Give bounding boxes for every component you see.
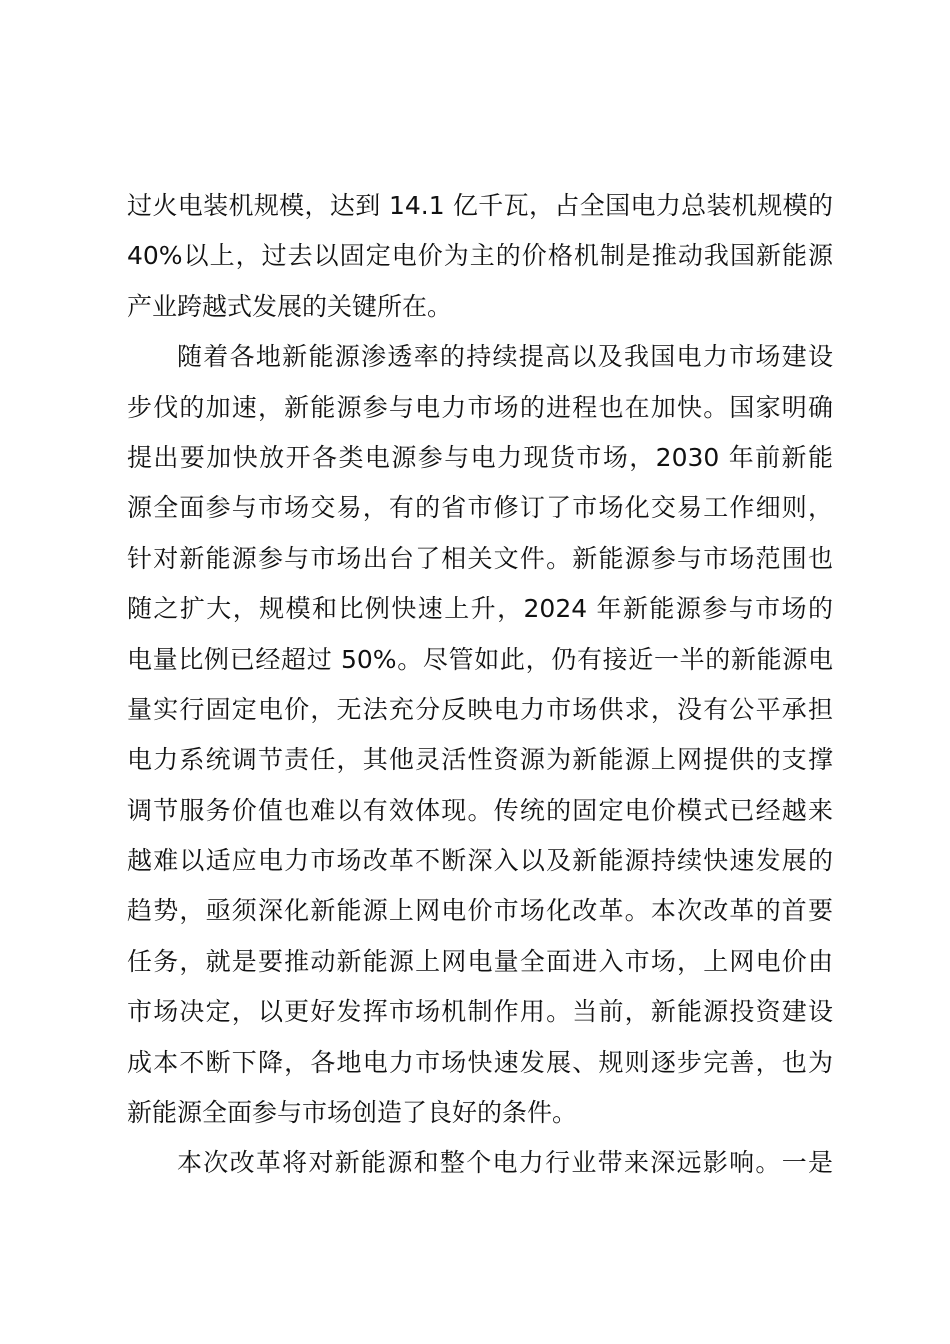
text-line: 源全面参与市场交易，有的省市修订了市场化交易工作细则， bbox=[127, 493, 833, 523]
text-line: 40%以上，过去以固定电价为主的价格机制是推动我国新能源 bbox=[127, 241, 833, 271]
body-text bbox=[127, 181, 833, 1189]
text-line: 量实行固定电价，无法充分反映电力市场供求，没有公平承担 bbox=[127, 694, 833, 724]
text-line: 电力系统调节责任，其他灵活性资源为新能源上网提供的支撑 bbox=[127, 745, 833, 775]
text-line: 越难以适应电力市场改革不断深入以及新能源持续快速发展的 bbox=[127, 846, 833, 876]
paragraph-2 bbox=[127, 332, 833, 1138]
text-line: 调节服务价值也难以有效体现。传统的固定电价模式已经越来 bbox=[127, 795, 833, 825]
text-line: 本次改革将对新能源和整个电力行业带来深远影响。一是 bbox=[177, 1148, 833, 1178]
text-line: 步伐的加速，新能源参与电力市场的进程也在加快。国家明确 bbox=[127, 392, 833, 422]
text-line: 电量比例已经超过 50%。尽管如此，仍有接近一半的新能源电 bbox=[127, 644, 833, 674]
text-line: 随之扩大，规模和比例快速上升，2024 年新能源参与市场的 bbox=[127, 594, 833, 624]
text-line: 过火电装机规模，达到 14.1 亿千瓦，占全国电力总装机规模的 bbox=[127, 191, 833, 220]
text-line: 新能源全面参与市场创造了良好的条件。 bbox=[127, 1098, 578, 1128]
text-line: 任务，就是要推动新能源上网电量全面进入市场，上网电价由 bbox=[127, 946, 833, 976]
text-line: 市场决定，以更好发挥市场机制作用。当前，新能源投资建设 bbox=[127, 997, 833, 1027]
paragraph-3 bbox=[127, 1138, 833, 1188]
text-line: 针对新能源参与市场出台了相关文件。新能源参与市场范围也 bbox=[127, 543, 833, 573]
text-line: 趋势，亟须深化新能源上网电价市场化改革。本次改革的首要 bbox=[127, 896, 833, 926]
paragraph-1 bbox=[127, 181, 833, 332]
text-line: 成本不断下降，各地电力市场快速发展、规则逐步完善，也为 bbox=[127, 1047, 833, 1077]
text-line: 提出要加快放开各类电源参与电力现货市场，2030 年前新能 bbox=[127, 442, 833, 472]
text-line: 随着各地新能源渗透率的持续提高以及我国电力市场建设 bbox=[177, 342, 833, 372]
text-line: 产业跨越式发展的关键所在。 bbox=[127, 291, 453, 321]
